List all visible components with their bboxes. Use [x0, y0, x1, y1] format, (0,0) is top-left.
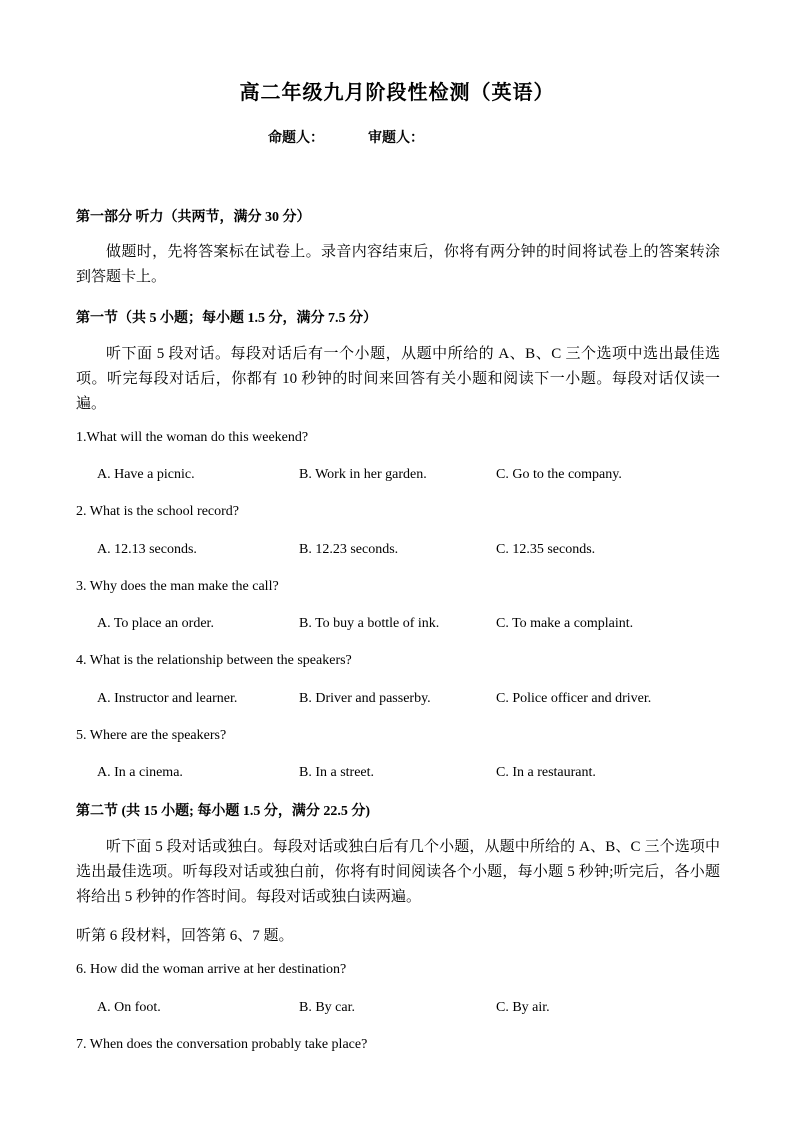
- question-1: 1.What will the woman do this weekend?: [76, 430, 309, 445]
- question-4: 4. What is the relationship between the speakers?: [76, 653, 352, 668]
- option-4a: A. Instructor and learner.: [97, 691, 238, 706]
- material-note: 听第 6 段材料，回答第 6、7 题。: [76, 928, 294, 944]
- question-6: 6. How did the woman arrive at her destination?: [76, 962, 347, 977]
- option-6b: B. By car.: [299, 1000, 355, 1015]
- section1-instructions: 听下面 5 段对话。每段对话后有一个小题，从题中所给的 A、B、C 三个选项中选出最佳选项。听完每段对话后，你都有 10 秒钟的时间来回答有关小题和阅读下一小题。每段对话仅读一遍。: [76, 346, 720, 412]
- section2-heading: 第二节 (共 15 小题; 每小题 1.5 分，满分 22.5 分): [76, 804, 370, 819]
- option-3a: A. To place an order.: [97, 616, 214, 631]
- page-title: 高二年级九月阶段性检测（英语）: [239, 82, 555, 104]
- option-1c: C. Go to the company.: [496, 467, 622, 482]
- question-3: 3. Why does the man make the call?: [76, 579, 279, 594]
- section2-instructions: 听下面 5 段对话或独白。每段对话或独白后有几个小题，从题中所给的 A、B、C 三个选项中选出最佳选项。听每段对话或独白前，你将有时间阅读各个小题，每小题 5 秒钟;听完后，各小题将给出 5 秒钟的作答时间。每段对话或独白读两遍。: [76, 839, 720, 905]
- question-5: 5. Where are the speakers?: [76, 728, 227, 743]
- part1-heading: 第一部分 听力（共两节，满分 30 分）: [76, 210, 311, 225]
- proposer-label: 命题人：: [268, 131, 324, 146]
- question-2: 2. What is the school record?: [76, 504, 240, 519]
- option-4c: C. Police officer and driver.: [496, 691, 652, 706]
- option-6c: C. By air.: [496, 1000, 550, 1015]
- option-5b: B. In a street.: [299, 765, 375, 780]
- option-2c: C. 12.35 seconds.: [496, 542, 596, 557]
- authors-line: [268, 127, 424, 147]
- option-1b: B. Work in her garden.: [299, 467, 427, 482]
- option-3b: B. To buy a bottle of ink.: [299, 616, 440, 631]
- question-7: 7. When does the conversation probably take place?: [76, 1037, 368, 1052]
- part1-instructions: 做题时，先将答案标在试卷上。录音内容结束后，你将有两分钟的时间将试卷上的答案转涂到答题卡上。: [76, 244, 720, 285]
- option-1a: A. Have a picnic.: [97, 467, 195, 482]
- option-5c: C. In a restaurant.: [496, 765, 596, 780]
- option-4b: B. Driver and passerby.: [299, 691, 431, 706]
- option-2b: B. 12.23 seconds.: [299, 542, 399, 557]
- option-6a: A. On foot.: [97, 1000, 161, 1015]
- option-2a: A. 12.13 seconds.: [97, 542, 197, 557]
- reviewer-label: 审题人：: [368, 131, 424, 146]
- option-5a: A. In a cinema.: [97, 765, 183, 780]
- option-3c: C. To make a complaint.: [496, 616, 634, 631]
- section1-heading: 第一节（共 5 小题；每小题 1.5 分，满分 7.5 分）: [76, 311, 377, 326]
